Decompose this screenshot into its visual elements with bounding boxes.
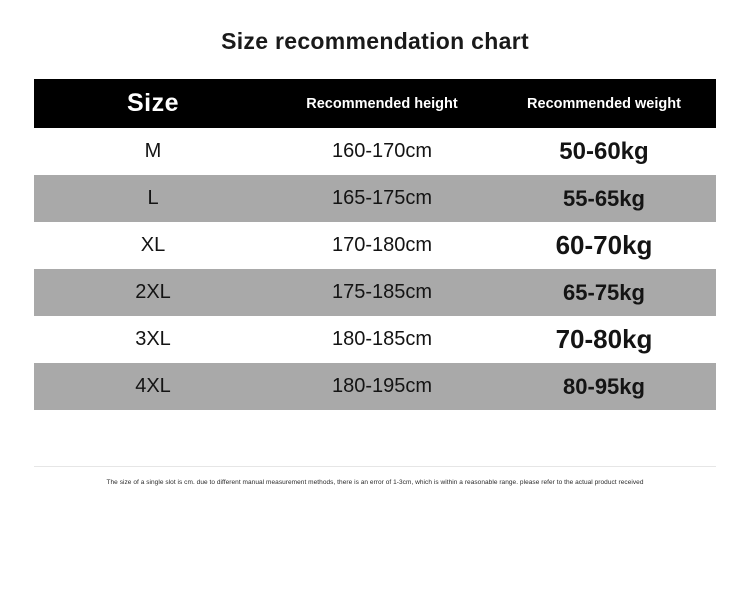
cell-height: 180-195cm [272, 363, 492, 410]
cell-weight: 55-65kg [492, 175, 716, 222]
table-body [34, 128, 716, 410]
cell-size: M [34, 128, 272, 175]
cell-height: 180-185cm [272, 316, 492, 363]
column-header-size: Size [34, 79, 272, 128]
cell-height: 165-175cm [272, 175, 492, 222]
size-table-container [34, 79, 716, 410]
cell-weight: 65-75kg [492, 269, 716, 316]
cell-weight: 80-95kg [492, 363, 716, 410]
cell-size: L [34, 175, 272, 222]
table-row [34, 128, 716, 175]
cell-weight: 70-80kg [492, 316, 716, 363]
table-row [34, 269, 716, 316]
cell-height: 170-180cm [272, 222, 492, 269]
cell-weight: 50-60kg [492, 128, 716, 175]
cell-height: 160-170cm [272, 128, 492, 175]
cell-weight: 60-70kg [492, 222, 716, 269]
table-header-row [34, 79, 716, 128]
cell-size: 4XL [34, 363, 272, 410]
table-row [34, 175, 716, 222]
cell-size: 2XL [34, 269, 272, 316]
size-table [34, 79, 716, 410]
measurement-footnote: The size of a single slot is cm. due to different manual measurement methods, there is an error of 1-3cm, which is within a reasonable range. please refer to the actual product received [106, 479, 644, 486]
cell-size: XL [34, 222, 272, 269]
column-header-weight: Recommended weight [492, 79, 716, 128]
page-title: Size recommendation chart [221, 28, 529, 54]
table-row [34, 222, 716, 269]
footnote-divider [34, 466, 716, 467]
table-row [34, 363, 716, 410]
cell-size: 3XL [34, 316, 272, 363]
cell-height: 175-185cm [272, 269, 492, 316]
column-header-height: Recommended height [272, 79, 492, 128]
table-header [34, 79, 716, 128]
table-row [34, 316, 716, 363]
